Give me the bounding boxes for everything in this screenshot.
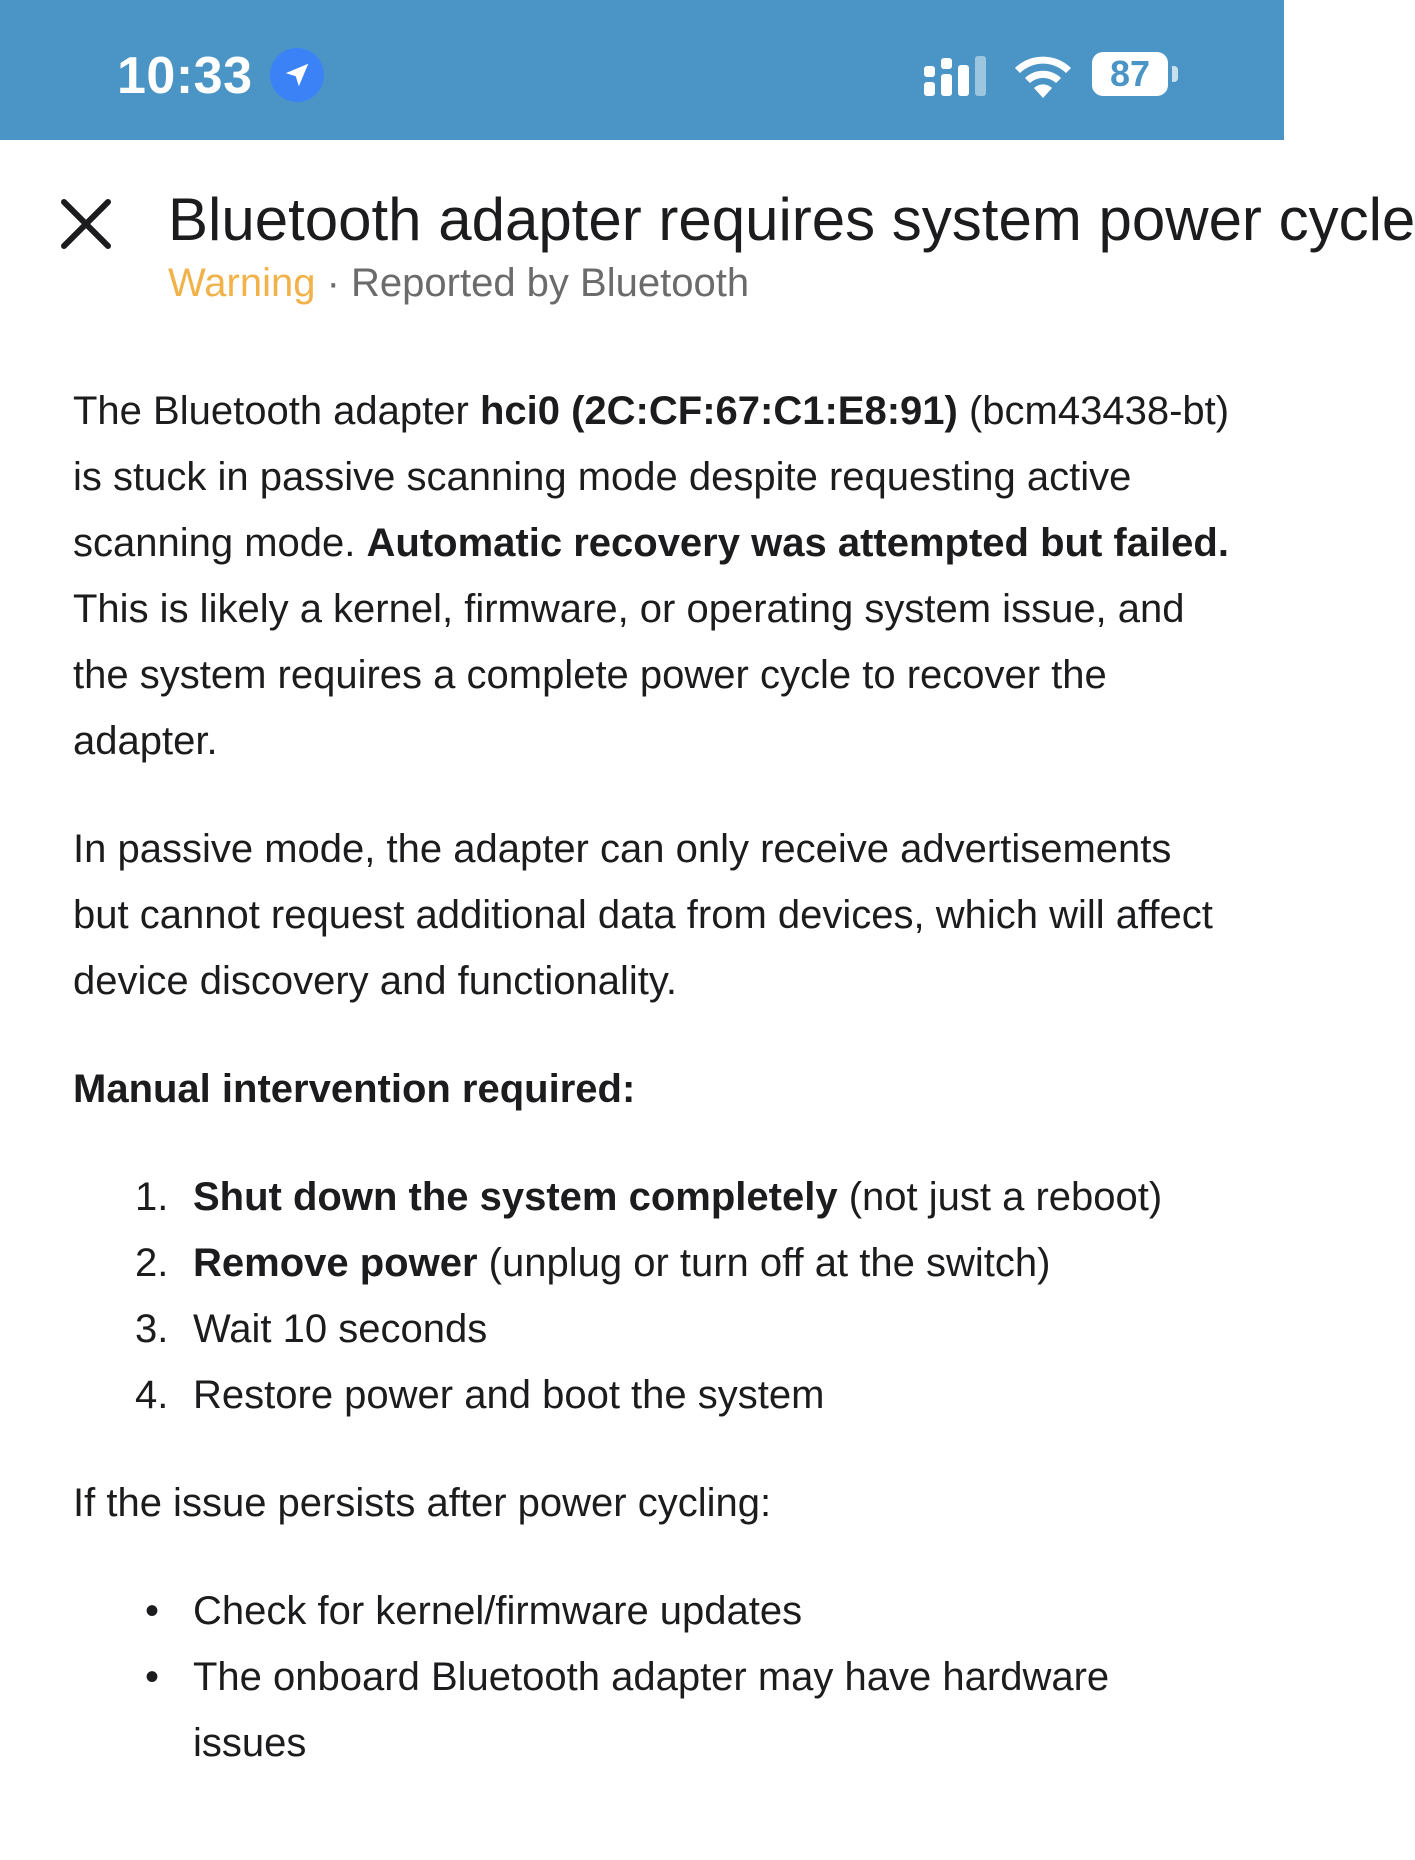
battery-indicator <box>1092 52 1168 96</box>
step-text: Wait 10 seconds <box>193 1307 488 1351</box>
para1-text-1: The Bluetooth adapter <box>73 389 480 433</box>
para1-text-2: (bcm43438-bt) is stuck in passive scanning mode despite requesting active scanning mode. <box>73 389 1230 565</box>
reported-by: Reported by Bluetooth <box>351 261 750 305</box>
step-number: 4. <box>135 1373 169 1417</box>
para1-text-3: This is likely a kernel, firmware, or operating system issue, and the system requires a complete power cycle to recover the adapter. <box>73 587 1185 763</box>
manual-heading-text: Manual intervention required: <box>73 1067 636 1111</box>
location-arrow-icon <box>270 48 324 102</box>
manual-intervention-heading <box>73 1056 1233 1122</box>
steps-list <box>73 1164 1233 1428</box>
battery-level: 87 <box>1109 53 1151 94</box>
bullet-marker: • <box>145 1655 160 1699</box>
step-text: (not just a reboot) <box>837 1175 1163 1219</box>
list-item <box>73 1362 1233 1428</box>
list-item <box>73 1578 1233 1644</box>
list-item <box>73 1164 1233 1230</box>
step-text: Restore power and boot the system <box>193 1373 825 1417</box>
suggestion-text: The onboard Bluetooth adapter may have hardware issues <box>193 1655 1110 1765</box>
step-text: (unplug or turn off at the switch) <box>477 1241 1051 1285</box>
step-number: 2. <box>135 1241 169 1285</box>
wifi-icon <box>1012 50 1074 105</box>
issue-description <box>73 378 1233 1818</box>
description-paragraph-2: In passive mode, the adapter can only receive advertisements but cannot request additional data from devices, which will affect device discovery and functionality. <box>73 827 1213 1003</box>
persist-paragraph: If the issue persists after power cycling: <box>73 1481 772 1525</box>
list-item <box>73 1296 1233 1362</box>
subtitle-separator: · <box>315 261 352 305</box>
list-item <box>73 1230 1233 1296</box>
suggestion-text: Check for kernel/firmware updates <box>193 1589 803 1633</box>
status-time: 10:33 <box>117 47 253 105</box>
description-paragraph-1 <box>73 378 1233 774</box>
step-number: 1. <box>135 1175 169 1219</box>
step-bold-text: Remove power <box>193 1241 478 1285</box>
dialog-subtitle <box>168 258 749 308</box>
close-icon <box>58 196 114 252</box>
severity-label: Warning <box>168 261 316 305</box>
bullet-marker: • <box>145 1589 160 1633</box>
close-button[interactable] <box>58 196 114 252</box>
battery-cap <box>1172 66 1178 82</box>
adapter-identifier: hci0 (2C:CF:67:C1:E8:91) <box>479 389 958 433</box>
step-number: 3. <box>135 1307 169 1351</box>
recovery-failed-text: Automatic recovery was attempted but failed. <box>366 521 1229 565</box>
status-bar <box>0 0 1284 140</box>
list-item <box>73 1644 1233 1776</box>
step-bold-text: Shut down the system completely <box>193 1175 838 1219</box>
cellular-signal-icon <box>924 56 990 103</box>
dialog-title: Bluetooth adapter requires system power cycle <box>168 186 1415 253</box>
suggestions-list <box>73 1578 1233 1776</box>
